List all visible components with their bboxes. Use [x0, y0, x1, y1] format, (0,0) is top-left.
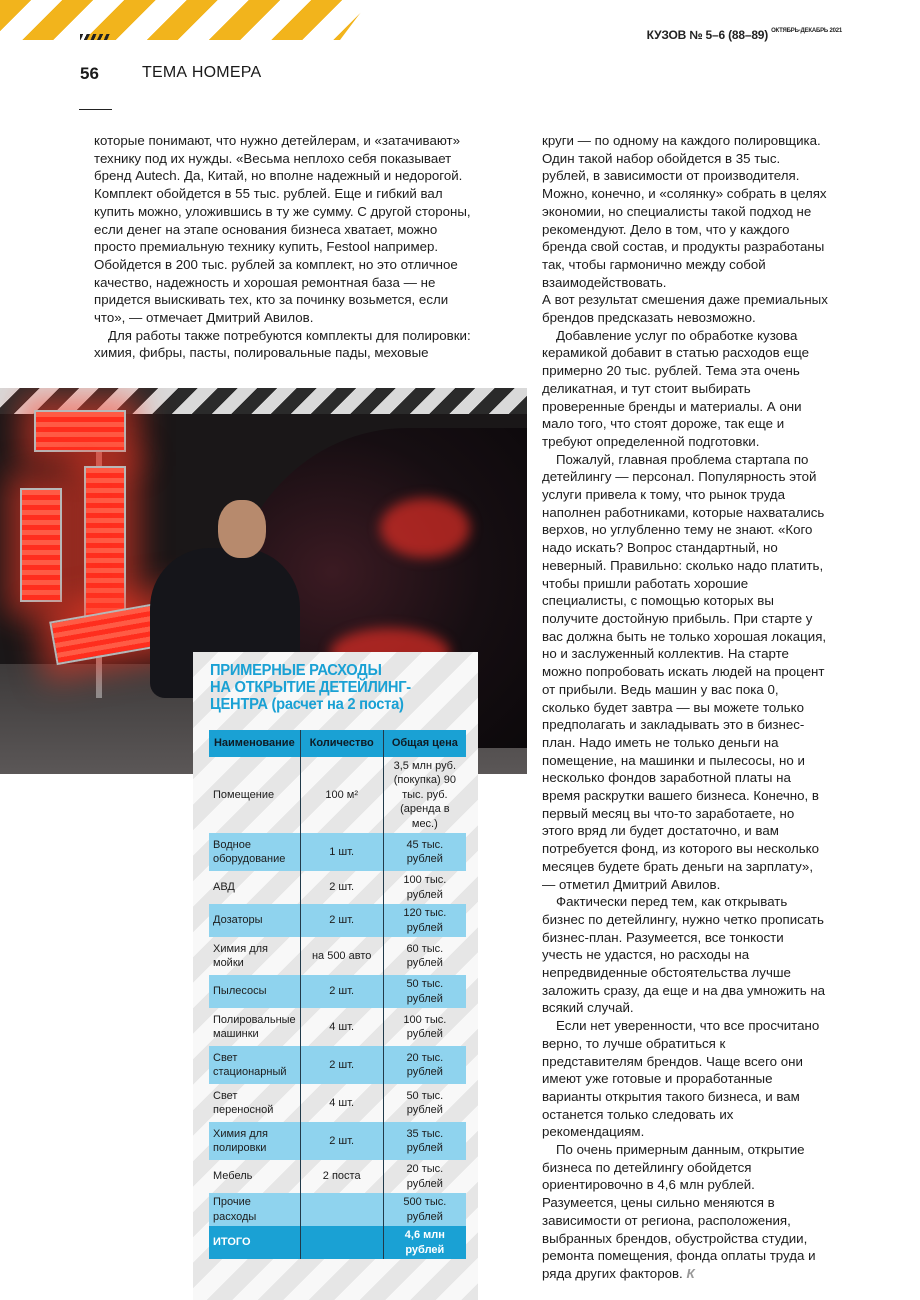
stripe-dash-mark	[80, 34, 110, 40]
cell-price: 120 тыс. рублей	[383, 904, 466, 937]
cell-name: Водное оборудование	[209, 833, 300, 871]
infrared-lamp	[20, 488, 62, 602]
table-row	[209, 833, 466, 871]
table-row	[209, 1084, 466, 1122]
cell-name: Химия для мойки	[209, 937, 300, 975]
cell-quantity: 2 шт.	[300, 871, 383, 904]
magazine-issue-header	[647, 28, 842, 42]
cell-total-quantity	[300, 1226, 383, 1259]
cell-price: 50 тыс. рублей	[383, 975, 466, 1008]
cell-quantity: 4 шт.	[300, 1008, 383, 1046]
cell-name: Свет переносной	[209, 1084, 300, 1122]
cell-total-price: 4,6 млн рублей	[383, 1226, 466, 1259]
paragraph-text: По очень примерным данным, открытие бизнеса по детейлингу обойдется ориентировочно в 4,6 млн рублей. Разумеется, цены сильно меняются в зависимости от региона, расположения, выбранных брендов, обустройства студии, ремонта помещения, фонда оплаты труда и ряда других факторов.	[542, 1142, 816, 1281]
table-row	[209, 904, 466, 937]
table-row	[209, 975, 466, 1008]
table-row	[209, 1122, 466, 1160]
table-title-line: ЦЕНТРА (расчет на 2 поста)	[210, 696, 404, 713]
table-title-line: ПРИМЕРНЫЕ РАСХОДЫ	[210, 662, 382, 679]
cell-name: Прочие расходы	[209, 1193, 300, 1226]
table-row	[209, 1008, 466, 1046]
costs-table	[209, 730, 466, 1259]
infrared-lamp	[34, 410, 126, 452]
cell-name: Химия для полировки	[209, 1122, 300, 1160]
article-right-column	[542, 132, 828, 1283]
cell-total-label: ИТОГО	[209, 1226, 300, 1259]
table-header-row	[209, 730, 466, 757]
cell-name: АВД	[209, 871, 300, 904]
cell-quantity: 2 шт.	[300, 1122, 383, 1160]
section-title: ТЕМА НОМЕРА	[142, 64, 262, 81]
column-header-name: Наименование	[209, 730, 300, 757]
paragraph: которые понимают, что нужно детейлерам, и «затачивают» технику под их нужды. «Весьма неплохо себя показывает бренд Autech. Да, Китай, но вполне надежный и недорогой. Комплект обойдется в 55 тыс. рублей. Еще и гибкий вал купить можно, уложившись в ту же сумму. С другой стороны, если денег на этапе основания бизнеса хватает, можно просто премиальную технику купить, Festool например. Обойдется в 200 тыс. рублей за комплект, но это отличное качество, надежность и хорошая ремонтная база — не придется выискивать тех, кто за починку возьмется, если что», — отмечает Дмитрий Авилов.	[94, 133, 471, 326]
table-title	[210, 662, 449, 713]
infrared-lamp	[84, 466, 126, 620]
cell-quantity: 2 шт.	[300, 975, 383, 1008]
cell-price: 20 тыс. рублей	[383, 1046, 466, 1084]
cell-name: Свет стационарный	[209, 1046, 300, 1084]
paragraph: А вот результат смешения даже премиальных брендов предсказать невозможно.	[542, 292, 828, 326]
article-left-column	[94, 132, 476, 362]
cell-price: 60 тыс. рублей	[406, 942, 444, 969]
magazine-name: КУЗОВ № 5–6 (88–89)	[646, 28, 769, 42]
cell-price: 3,5 млн руб. (покупка) 90 тыс. руб. (аренда в мес.)	[393, 759, 457, 830]
cell-quantity: 2 шт.	[300, 904, 383, 937]
cell-quantity: на 500 авто	[300, 937, 383, 975]
cell-name: Дозаторы	[209, 904, 300, 937]
paragraph: Фактически перед тем, как открывать бизнес по детейлингу, нужно четко прописать бизнес-план. Разумеется, все тонкости учесть не удастся, но расходы на непредвиденные обстоятельства лучше заложить сразу, да еще и на два умножить на всякий случай.	[542, 894, 826, 1016]
header-rule	[79, 109, 112, 110]
table-title-line: НА ОТКРЫТИЕ ДЕТЕЙЛИНГ-	[210, 679, 411, 696]
cell-quantity	[300, 1193, 383, 1226]
table-row	[209, 937, 466, 975]
cell-name: Мебель	[209, 1160, 300, 1193]
cell-name: Пылесосы	[209, 975, 300, 1008]
cell-name: Полировальные машинки	[209, 1008, 300, 1046]
table-total-row	[209, 1226, 466, 1259]
cell-price: 500 тыс. рублей	[383, 1193, 466, 1226]
car-reflection	[380, 498, 470, 558]
end-of-article-mark: К	[686, 1266, 695, 1281]
column-header-quantity: Количество	[300, 730, 383, 757]
cell-price: 20 тыс. рублей	[406, 1163, 444, 1190]
paragraph: круги — по одному на каждого полировщика. Один такой набор обойдется в 35 тыс. рублей, в зависимости от производителя. Можно, конечно, и «солянку» собрать в целях экономии, но специалисты такой подход не рекомендуют. Дело в том, что у каждого бренда свой состав, и продукты разработаны так, чтобы гармонично между собой взаимодействовать.	[542, 133, 827, 290]
table-row	[209, 1160, 466, 1193]
cell-quantity: 1 шт.	[300, 833, 383, 871]
paragraph: Пожалуй, главная проблема стартапа по детейлингу — персонал. Популярность этой услуги привела к тому, что рынок труда наполнен работниками, которые нахватались верхов, но углубленно тему не знают. «Кого надо искать? Вопрос стандартный, но неверный. Правильно: сколько надо платить, чтобы пришли работать хорошие специалисты, с помощью которых вы получите достойную прибыль. При старте у вас должна быть не только хорошая локация, но и заслуженный коллектив. На старте можно попробовать искать людей на процент от прибыли. Ведь машин у вас пока 0, сколько будет завтра — вы можете только предполагать и закладывать это в бизнес-план. Надо иметь не только деньги на помещение, на машинки и пылесосы, но и несколько фондов заработной платы на время раскрутки вашего бизнеса. Конечно, в первый месяц вы что-то заработаете, но этого вряд ли будет достаточно, и вам потребуется фонд, из которого вы несколько месяцев будете брать деньги на зарплату», — отметил Дмитрий Авилов.	[542, 451, 827, 892]
column-header-price: Общая цена	[383, 730, 466, 757]
table-row	[209, 1193, 466, 1226]
cell-price: 100 тыс. рублей	[403, 1013, 447, 1040]
cell-quantity: 2 шт.	[300, 1046, 383, 1084]
paragraph: Если нет уверенности, что все просчитано верно, то лучше обратиться к представителям брендов. Чаще всего они имеют уже готовые и проработанные варианты открытия такого бизнеса, и вам останется только следовать их рекомендациям.	[542, 1018, 820, 1140]
issue-period: ОКТЯБРЬ-ДЕКАБРЬ 2021	[771, 28, 842, 34]
table-row	[209, 1046, 466, 1084]
cell-quantity: 100 м²	[300, 757, 383, 834]
page-number: 56	[80, 64, 99, 83]
header-decorative-stripe	[0, 0, 370, 40]
paragraph	[542, 1141, 828, 1283]
cell-quantity: 4 шт.	[300, 1084, 383, 1122]
cell-name: Помещение	[209, 757, 300, 834]
paragraph: Добавление услуг по обработке кузова керамикой добавит в статью расходов еще примерно 20 тыс. рублей. Тема эта очень деликатная, и тут стоит выбирать проверенные бренды и материалы. А они мало того, что стоят дороже, так еще и требуют определенной подготовки.	[542, 327, 810, 449]
cell-price: 100 тыс. рублей	[403, 874, 447, 901]
cell-price: 35 тыс. рублей	[383, 1122, 466, 1160]
table-row	[209, 871, 466, 904]
paragraph: Для работы также потребуются комплекты для полировки: химия, фибры, пасты, полировальные пады, меховые	[94, 327, 471, 361]
cell-price: 50 тыс. рублей	[406, 1089, 444, 1116]
person-head	[218, 500, 266, 558]
cell-quantity: 2 поста	[300, 1160, 383, 1193]
cell-price: 45 тыс. рублей	[383, 833, 466, 871]
table-row	[209, 757, 466, 834]
